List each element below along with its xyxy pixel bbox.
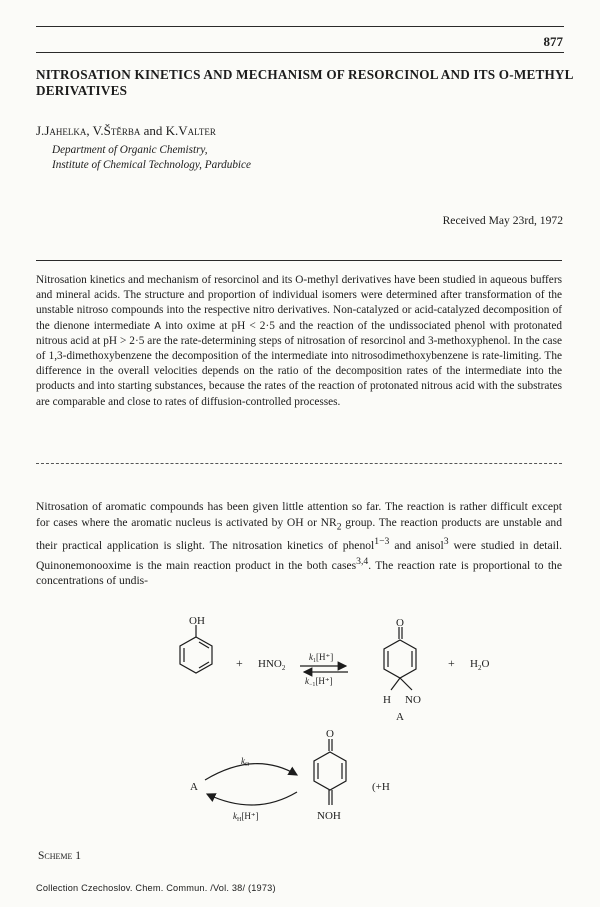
oxime-structure bbox=[314, 739, 346, 805]
scheme-caption: Scheme 1 bbox=[38, 850, 82, 862]
reference: 1−3 bbox=[374, 536, 390, 548]
intermediate-symbol: A bbox=[154, 320, 162, 332]
abstract-rule-bottom bbox=[36, 463, 562, 464]
water-label: $H_2O$ bbox=[470, 658, 490, 672]
received-date: Received May 23rd, 1972 bbox=[442, 214, 563, 227]
body-paragraph: Nitrosation of aromatic compounds has been given little attention so far. The reaction is rather difficult except for cases where the aromatic nucleus is activated by OH or $NR_2$ group. The reaction products are unstable and their practical application is slight. The nitrosation kinetics of phenol$^{1-3}$ and anisol$^3$ were studied in detail. Quinonemonooxime is the main reaction product in the both cases$^{3,4}$. The reaction rate is proportional to the concentrations of undis- bbox=[36, 500, 563, 588]
page-number: 877 bbox=[543, 34, 563, 49]
reference: 3 bbox=[443, 536, 449, 548]
header-rule-bottom bbox=[36, 52, 564, 53]
dienone-oxygen-label: O bbox=[396, 617, 404, 629]
affiliation bbox=[52, 143, 251, 173]
partial-term: (+H bbox=[372, 781, 390, 793]
kh-rate-label: $k_H[H^+]$ bbox=[233, 811, 259, 823]
k0-rate-label: $k_O$ bbox=[241, 756, 250, 768]
abstract-rule-top bbox=[36, 260, 562, 261]
plus-sign: + bbox=[448, 656, 455, 670]
intermediate-a-label: A bbox=[396, 711, 404, 723]
abstract: Nitrosation kinetics and mechanism of resorcinol and its O-methyl derivatives have been studied in aqueous buffers and mineral acids. The structure and proportion of individual isomers were determined after transformation of the unstable nitroso compounds into the respective nitro derivatives. Non-catalyzed or acid-catalyzed decomposition of the dienone intermediate A into oxime at pH < 2·5 and the reaction of the undissociated phenol with protonated nitrous acid at pH > 2·5 are the rate-determining steps of nitrosation of resorcinol and 3-methoxyphenol. In the case of 1,3-dimethoxybenzene the decomposition of the intermediate into nitrosodimethoxybenzene is rate-limiting. The difference in the overall velocities depends on the ratio of the decomposition rates of the intermediate into the products and into starting substances, because the rates of the reaction of protonated nitrous acid with the substrates are comparable and close to rates of diffusion-controlled processes. bbox=[36, 274, 562, 408]
affiliation-department: Department of Organic Chemistry, bbox=[52, 144, 208, 156]
author-2: V.Štěrba bbox=[92, 123, 141, 138]
oxime-noh-label: NOH bbox=[317, 810, 341, 822]
journal-footer: Collection Czechoslov. Chem. Commun. /Vol. 38/ (1973) bbox=[36, 883, 276, 893]
forward-rate-label: $k_1[H^+]$ bbox=[309, 652, 334, 664]
affiliation-institute: Institute of Chemical Technology, Pardubice bbox=[52, 159, 251, 171]
nitrous-acid-label: $HNO_2$ bbox=[258, 658, 286, 672]
oxime-oxygen-label: O bbox=[326, 728, 334, 740]
reverse-rate-label: $k_{-1}[H^+]$ bbox=[305, 676, 333, 688]
author-1: J.Jahelka bbox=[36, 123, 87, 138]
intermediate-a-label: A bbox=[190, 781, 198, 793]
reaction-scheme bbox=[0, 612, 600, 842]
phenol-oh-label: OH bbox=[189, 615, 205, 627]
reference: 3,4 bbox=[356, 555, 369, 567]
author-list: J.Jahelka, V.Štěrba and K.Valter bbox=[36, 123, 216, 138]
article-title: NITROSATION KINETICS AND MECHANISM OF RESORCINOL AND ITS O-METHYL DERIVATIVES bbox=[36, 67, 573, 98]
equilibrium-arrows bbox=[300, 666, 348, 672]
dienone-no-label: NO bbox=[405, 694, 421, 706]
dienone-h-label: H bbox=[383, 694, 391, 706]
plus-sign: + bbox=[236, 656, 243, 670]
dienone-structure bbox=[384, 627, 416, 690]
phenol-structure bbox=[180, 625, 212, 673]
header-rule-top bbox=[36, 26, 564, 27]
decomposition-arrows bbox=[205, 764, 297, 805]
author-3: K.Valter bbox=[165, 123, 216, 138]
